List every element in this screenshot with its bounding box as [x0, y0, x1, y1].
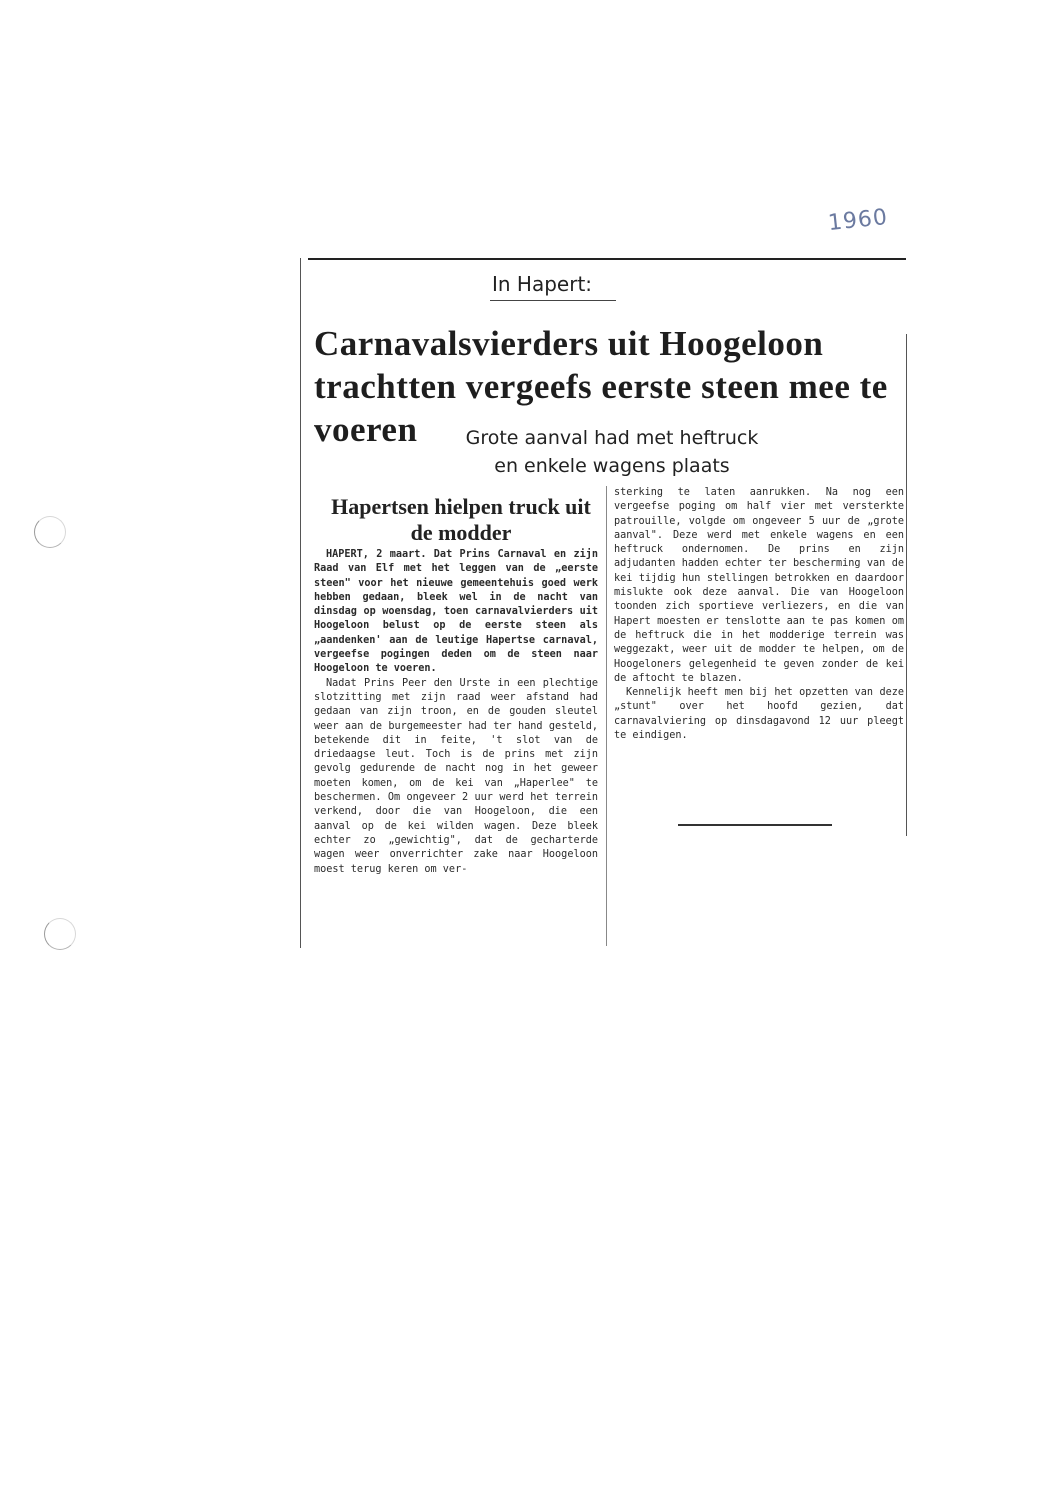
article-headline: Carnavalsvierders uit Hoogeloon trachtten vergeefs eerste steen mee te voeren	[314, 324, 888, 449]
paragraph-2-part-1: Nadat Prins Peer den Urste in een plechtige slotzitting met zijn raad weer afstand had gedaan van zijn troon, en de gouden sleutel weer aan de burgemeester had ter hand gesteld, betekende dit in feite, 't slot van de driedaagse leut. Toch is de prins met zijn gevolg gedurende de nacht nog in het geweer moeten komen, om de kei van „Haperlee" te beschermen. Om ongeveer 2 uur werd het terrein verkend, door die van Hoogeloon, die een aanval op de kei wilden wagen. Deze bleek echter zo „gewichtig", dat de gecharterde wagen weer onverrichter zake naar Hoogeloon moest terug keren om ver-	[314, 677, 598, 875]
article-subhead	[412, 424, 812, 480]
paragraph-3: Kennelijk heeft men bij het opzetten van deze „stunt" over het hoofd gezien, dat carnavalviering op dinsdagavond 12 uur pleegt te eindigen.	[614, 687, 904, 742]
paragraph-2-part-2: sterking te laten aanrukken. Na nog een vergeefse poging om half vier met versterkte patrouille, volgde om ongeveer 5 uur de „grote aanval". Deze werd met enkele wagens en een heftruck ondernomen. De prins en zijn adjudanten hadden echter ter bescherming van de kei tijdig hun stellingen betrokken en daardoor mislukte ook deze aanval. Die van Hoogeloon toonden zich sportieve verliezers, en die van Hapert moesten er tenslotte aan te pas komen om de heftruck die in het modderige terrein was weggezakt, weer uit de modder te helpen, om de Hoogeloners gelegenheid te geven zonder de kei de aftocht te blazen.	[614, 487, 904, 684]
section-heading: Hapertsen hielpen truck uit de modder	[331, 494, 591, 545]
column-2	[614, 486, 904, 743]
column-1	[314, 548, 598, 877]
punch-hole-top	[34, 516, 66, 548]
article-kicker: In Hapert:	[492, 272, 593, 296]
subhead-line-2: en enkele wagens plaats	[494, 455, 730, 477]
article-end-rule	[678, 824, 832, 826]
column-separator	[606, 486, 607, 946]
left-border	[300, 258, 301, 948]
lead-paragraph: HAPERT, 2 maart. Dat Prins Carnaval en zijn Raad van Elf met het leggen van de „eerste steen" voor het nieuwe gemeentehuis goed werk hebben gedaan, bleek wel in de nacht van dinsdag op woensdag, toen carnavalvierders uit Hoogeloon belust op de eerste steen als „aandenken' aan de leutige Hapertse carnaval, vergeefse pogingen deden om de steen naar Hoogeloon te voeren.	[314, 549, 598, 675]
handwritten-year: 1960	[826, 204, 890, 237]
newspaper-clipping	[300, 254, 908, 950]
subhead-line-1: Grote aanval had met heftruck	[465, 427, 759, 449]
top-rule	[308, 258, 906, 260]
right-border	[906, 334, 907, 836]
kicker-underline	[490, 300, 616, 301]
punch-hole-bottom	[44, 918, 76, 950]
